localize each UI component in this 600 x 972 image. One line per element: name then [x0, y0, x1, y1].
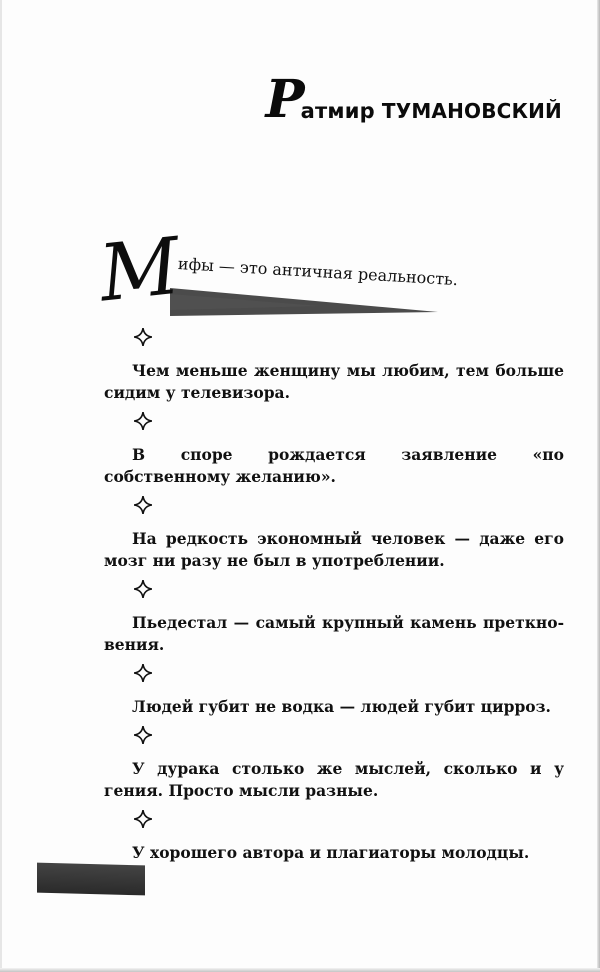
aphorism-entry	[104, 580, 564, 664]
aphorism-entry	[104, 810, 564, 872]
aphorism-text: Пьедестал — самый крупный камень преткно-вения.	[104, 613, 564, 654]
four-point-star-icon	[134, 496, 152, 514]
page-edge-bottom	[0, 968, 600, 972]
aphorism-text: На редкость экономный человек — даже его мозг ни разу не был в употреблении.	[104, 529, 564, 570]
four-point-star-icon	[134, 328, 152, 346]
aphorism-text: У дурака столько же мыслей, сколько и у гения. Просто мысли разные.	[104, 759, 564, 800]
four-point-star-icon	[134, 664, 152, 682]
four-point-star-icon	[134, 726, 152, 744]
scan-artifact-bar	[37, 863, 145, 896]
aphorism-entry	[104, 412, 564, 496]
author-header	[265, 69, 562, 130]
page-edge-left	[0, 0, 2, 972]
aphorism-text: Людей губит не водка — людей губит цирроз.	[132, 697, 551, 716]
aphorism-entry	[104, 328, 564, 412]
four-point-star-icon	[134, 580, 152, 598]
aphorism-entry	[104, 726, 564, 810]
aphorism-text: У хорошего автора и плагиаторы молодцы.	[132, 843, 530, 862]
four-point-star-icon	[134, 412, 152, 430]
aphorism-entry	[104, 496, 564, 580]
four-point-star-icon	[134, 810, 152, 828]
author-last-name: ТУМАНОВСКИЙ	[381, 99, 562, 123]
aphorism-text: Чем меньше женщину мы любим, тем больше сидим у телевизора.	[104, 361, 564, 402]
epigraph-text: ифы — это античная реальность.	[177, 254, 459, 290]
epigraph-drop-initial: М	[95, 221, 185, 320]
aphorism-entry	[104, 664, 564, 726]
aphorism-list	[104, 328, 564, 872]
author-initial: Р	[265, 69, 305, 130]
aphorism-text: В споре рождается заявление «по собственному желанию».	[104, 445, 564, 486]
epigraph	[95, 221, 476, 322]
author-first-name-rest: атмир	[300, 99, 375, 123]
